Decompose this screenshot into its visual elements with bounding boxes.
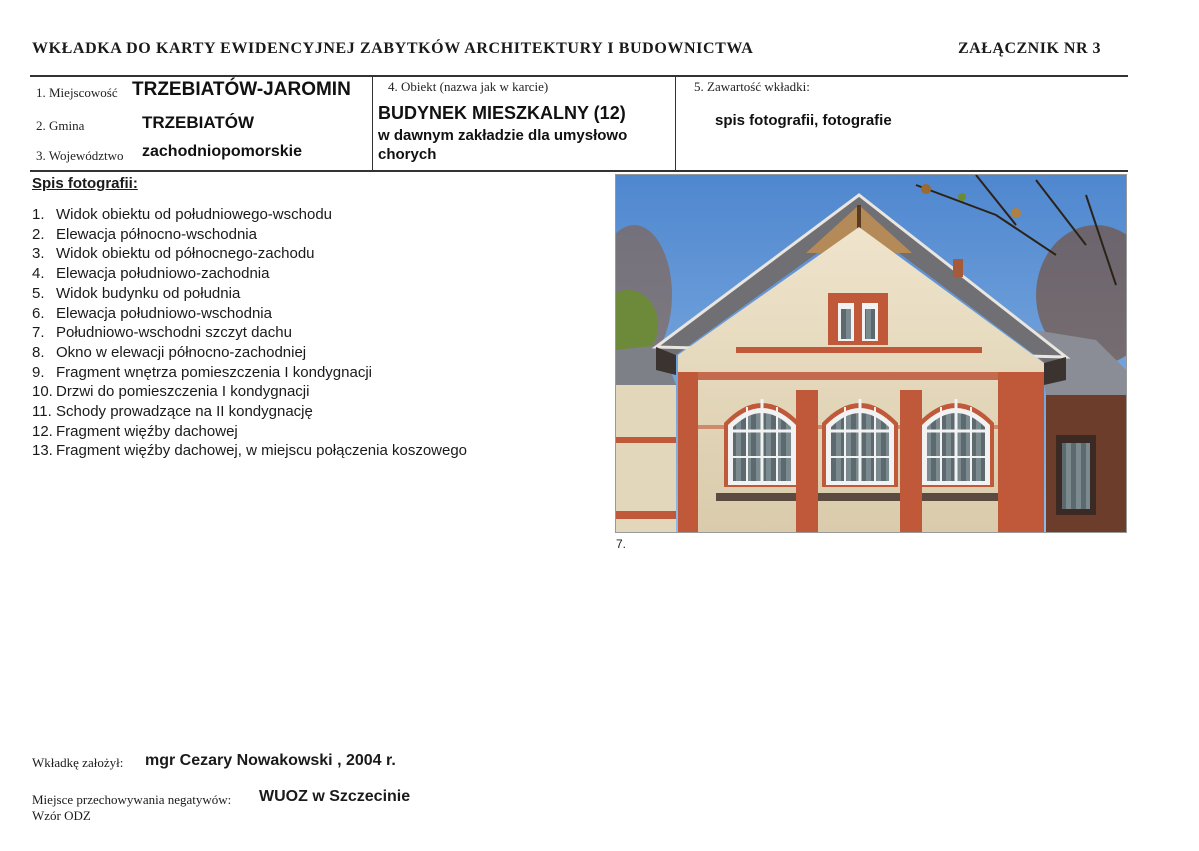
photo-list-item (32, 422, 467, 442)
photo-list-item (32, 402, 467, 422)
photo-list-item-number: 3. (32, 245, 45, 263)
commune-label: 2. Gmina (36, 118, 85, 133)
author-label: Wkładkę założył: (32, 755, 124, 770)
commune-value: TRZEBIATÓW (142, 113, 255, 132)
photo-caption: 7. (616, 537, 627, 551)
storage-label: Miejsce przechowywania negatywów: (32, 792, 232, 807)
photo-list-item-text: Elewacja południowo-zachodnia (56, 265, 270, 283)
photo-list-item-number: 8. (32, 343, 45, 361)
object-label: 4. Obiekt (nazwa jak w karcie) (388, 79, 549, 94)
photo-list-item (32, 363, 467, 383)
contents-label: 5. Zawartość wkładki: (694, 79, 810, 94)
photo-list-item-number: 5. (32, 284, 45, 302)
photo-list-item-number: 7. (32, 324, 45, 342)
photo-list-item-text: Elewacja północno-wschodnia (56, 225, 257, 243)
photo-list-item-text: Południowo-wschodni szczyt dachu (56, 324, 292, 342)
photo-list-item (32, 441, 467, 461)
photo-list-title: Spis fotografii: (32, 175, 138, 192)
voivodeship-label: 3. Województwo (36, 148, 124, 163)
template-label: Wzór ODZ (32, 808, 91, 823)
photo-list-item-text: Widok obiektu od południowego-wschodu (56, 206, 333, 223)
photo-list-item-text: Drzwi do pomieszczenia I kondygnacji (56, 383, 310, 401)
contents-value: spis fotografii, fotografie (715, 112, 892, 129)
photo-list-item-number: 6. (32, 304, 45, 322)
photo-list-item-number: 13. (32, 442, 53, 460)
photo-list-item (32, 284, 467, 304)
annex-number: ZAŁĄCZNIK NR 3 (958, 40, 1102, 57)
author-value: mgr Cezary Nowakowski , 2004 r. (145, 752, 396, 769)
table-bottom-border (30, 170, 1128, 172)
photo-list-item (32, 382, 467, 402)
object-description-line1: w dawnym zakładzie dla umysłowo (378, 127, 628, 144)
table-divider-1 (372, 76, 373, 171)
photo-list-item-text: Fragment więźby dachowej, w miejscu połączenia koszowego (56, 442, 468, 460)
photo-list-item (32, 264, 467, 284)
photo-list-item-text: Okno w elewacji północno-zachodniej (56, 343, 307, 361)
photo-list-item (32, 323, 467, 343)
photo-list-item-text: Schody prowadzące na II kondygnację (56, 403, 313, 421)
photo-list-item-number: 10. (32, 383, 53, 401)
table-divider-2 (675, 76, 676, 171)
photo-list-item-number: 4. (32, 265, 45, 283)
photo-list-item-number: 11. (32, 403, 52, 421)
object-name: BUDYNEK MIESZKALNY (12) (378, 103, 626, 123)
photo-list-item-number: 2. (32, 225, 45, 243)
object-description-line2: chorych (378, 146, 437, 163)
photo-list-item-number: 9. (32, 363, 45, 381)
locality-value: TRZEBIATÓW-JAROMIN (132, 79, 351, 100)
locality-label: 1. Miejscowość (36, 85, 118, 100)
photo-list-item-text: Fragment wnętrza pomieszczenia I kondygnacji (56, 363, 372, 381)
photo-list-item-text: Fragment więźby dachowej (56, 422, 238, 440)
photo-list-item (32, 225, 467, 245)
photo-list-item-text: Widok obiektu od północnego-zachodu (56, 245, 315, 263)
storage-value: WUOZ w Szczecinie (259, 788, 411, 805)
photo-list-item-text: Elewacja południowo-wschodnia (56, 304, 272, 322)
photo-list-item-number: 1. (32, 206, 45, 223)
photo-list-item-number: 12. (32, 422, 53, 440)
voivodeship-value: zachodniopomorskie (142, 143, 303, 160)
photo-list-item (32, 304, 467, 324)
table-top-border (30, 75, 1128, 77)
document-title: WKŁADKA DO KARTY EWIDENCYJNEJ ZABYTKÓW ARCHITEKTURY I BUDOWNICTWA (32, 40, 754, 57)
photo-list-item (32, 205, 467, 225)
photo-list-item (32, 244, 467, 264)
photo-list (32, 205, 467, 461)
photo-list-item-text: Widok budynku od południa (56, 284, 241, 302)
building-photograph (615, 174, 1127, 533)
photo-list-item (32, 343, 467, 363)
